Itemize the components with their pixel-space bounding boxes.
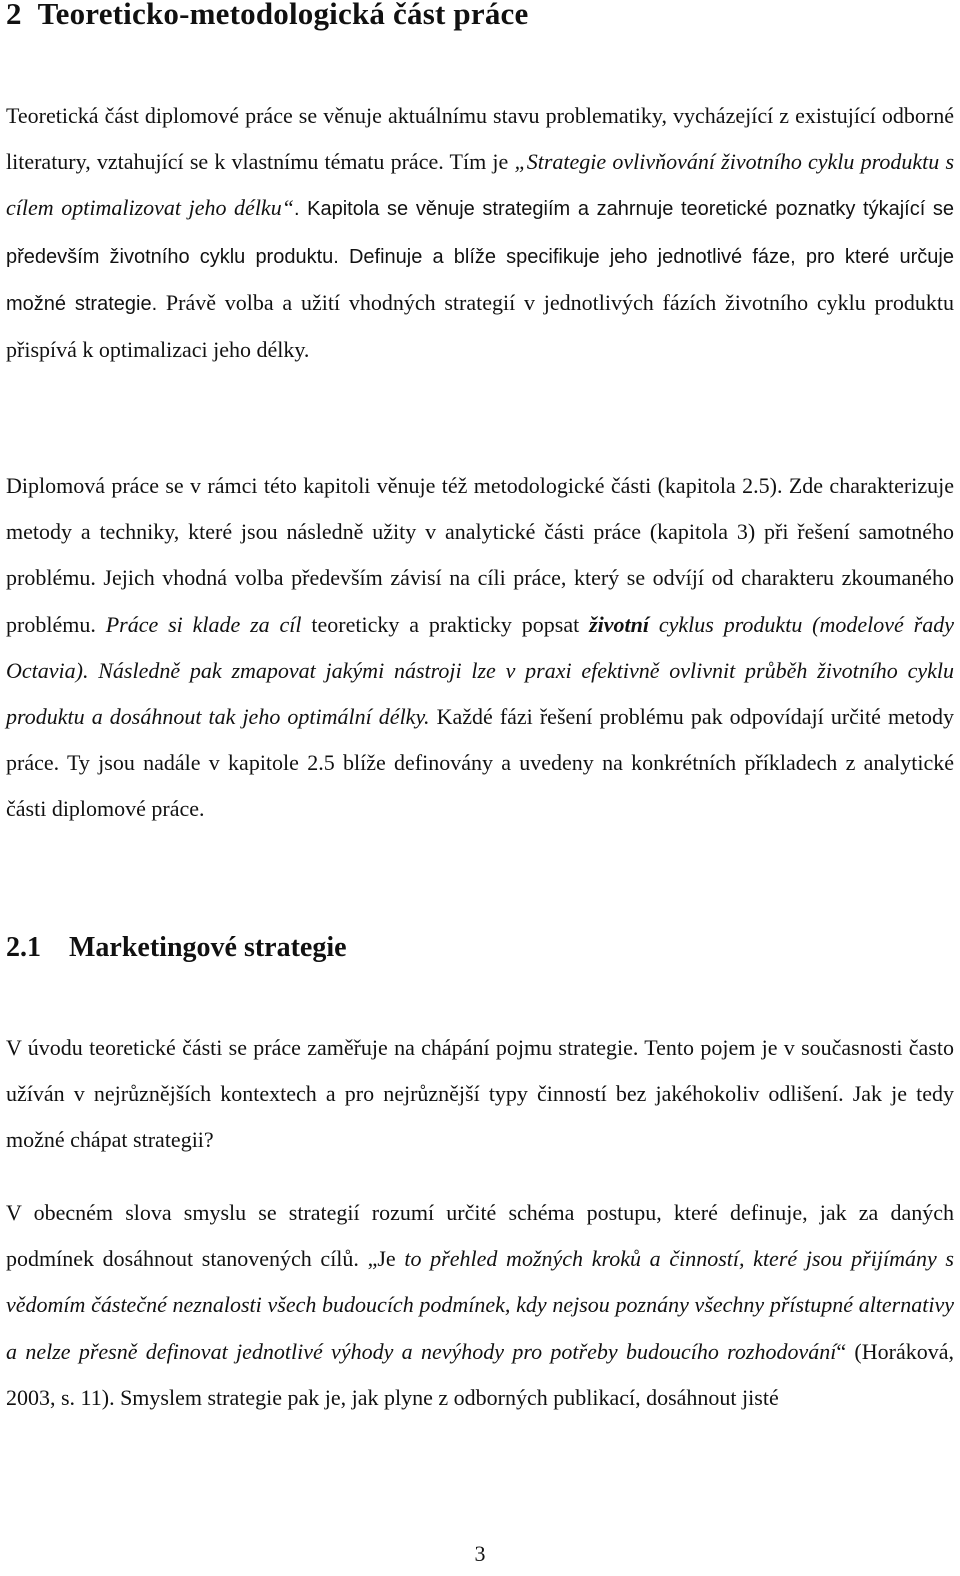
p3-text: V úvodu teoretické části se práce zaměřuje na chápání pojmu strategie. Tento pojem je v současnosti často užíván v nejrůznějších kontextech a pro nejrůznější typy činností bez jakéhokoliv odlišení. Jak je tedy možné chápat strategii?	[6, 1035, 954, 1153]
p4-text-2: “ (Horáková, 2003, s. 11). Smyslem strategie pak je, jak plyne z odborných publikací, dosáhnout jisté	[6, 1338, 954, 1410]
p2-text-1: Diplomová práce se v rámci této kapitoli věnuje též metodologické části (kapitola 2.5). Zde charakterizuje metody a techniky, které jsou následně užity v analytické části práce (kapitola 3) při řešení samotného problému. Jejich vhodná volba především závisí na cíli práce, který se odvíjí od charakteru zkoumaného problému.	[6, 473, 954, 637]
p2-bold-italic: životní	[589, 611, 649, 637]
p1-text-3: Právě volba a užití vhodných strategií v jednotlivých fázích životního cyklu produktu přispívá k optimalizaci jeho délky.	[6, 289, 954, 363]
p1-topic-italic: „Strategie ovlivňování životního cyklu produktu s cílem optimalizovat jeho délku“	[6, 149, 955, 221]
page-number: 3	[474, 1541, 486, 1566]
p1-text-1: Teoretická část diplomové práce se věnuje aktuálnímu stavu problematiky, vycházející z existující odborné literatury, vztahující se k vlastnímu tématu práce. Tím je	[6, 103, 954, 175]
paragraph-strategy-definition	[6, 1190, 954, 1421]
p1-text-2: . Kapitola se věnuje strategiím a zahrnuje teoretické poznatky týkající se především životního cyklu produktu. Definuje a blíže specifikuje jeho jednotlivé fáze, pro které určuje možné strategie.	[6, 198, 955, 315]
section-number: 2.1	[6, 932, 41, 963]
p4-quote-italic: to přehled možných kroků a činností, které jsou přijímány s vědomím částečné neznalosti všech budoucích podmínek, kdy nejsou poznány všechny přístupné alternativy a nelze přesně definovat jednotlivé výhody a nevýhody pro potřeby budoucího rozhodování	[6, 1246, 954, 1364]
p2-goal-italic: Práce si klade za cíl	[105, 611, 302, 637]
p2-text-3: Každé fázi řešení problému pak odpovídají určité metody práce. Ty jsou nadále v kapitole 2.5 blíže definovány a uvedeny na konkrétních příkladech z analytické části diplomové práce.	[6, 704, 954, 822]
paragraph-methodology	[6, 463, 954, 833]
section-title: Marketingové strategie	[69, 932, 347, 963]
paragraph-intro	[6, 93, 954, 373]
p2-italic-goal-continued: cyklus produktu (modelové řady Octavia). Následně pak zmapovat jakými nástroji lze v praxi efektivně ovlivnit průběh životního cyklu produktu a dosáhnout tak jeho optimální délky.	[6, 611, 954, 730]
chapter-title: Teoreticko-metodologická část práce	[37, 0, 529, 31]
paragraph-strategy-intro	[6, 1025, 954, 1164]
chapter-heading	[6, 0, 528, 32]
p4-text-1: V obecném slova smyslu se strategií rozumí určité schéma postupu, které definuje, jak za daných podmínek dosáhnout stanovených cílů. „Je	[6, 1200, 954, 1272]
section-heading	[6, 932, 347, 964]
p2-text-2: teoreticky a prakticky popsat	[301, 611, 590, 637]
chapter-number: 2	[6, 0, 22, 31]
